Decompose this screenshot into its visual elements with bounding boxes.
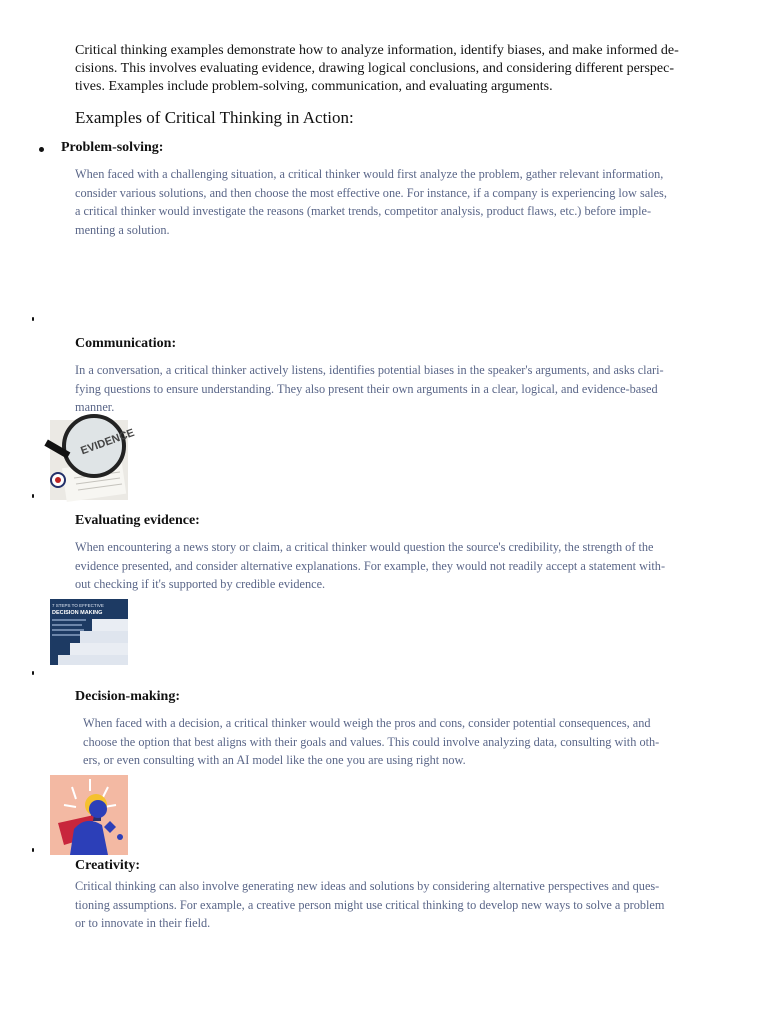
list-bullet (32, 848, 34, 852)
item-description-communication: In a conversation, a critical thinker actively listens, identifies potential biases in the speaker's arguments, and asks clari- fying questions to ensure understanding. They also present their own arguments in a clear, logical, and evidence-based manner. (75, 363, 664, 414)
decision-making-infographic (50, 599, 128, 679)
item-description-problem-solving: When faced with a challenging situation, a critical thinker would first analyze the problem, gather relevant information, consider various solutions, and then choose the most effective one. For instance, if a company is experiencing low sales, a critical thinker would investigate the reasons (market trends, competitor analysis, product flaws, etc.) before imple- menting a solution. (75, 167, 667, 237)
item-title-problem-solving: Problem-solving: (61, 140, 164, 155)
intro-line: cisions. This involves evaluating evidence, drawing logical conclusions, and considering different perspec- (75, 61, 674, 76)
intro-paragraph (75, 42, 687, 96)
item-description-decision-making: When faced with a decision, a critical thinker would weigh the pros and cons, consider potential consequences, and choose the option that best aligns with their goals and values. This could involve analyzing data, consulting with oth- ers, or even consulting with an AI model like the one you are using right now. (83, 716, 660, 767)
item-description-creativity: Critical thinking can also involve generating new ideas and solutions by considering alternative perspectives and ques- tioning assumptions. For example, a creative person might use critical thinking to develop new ways to solve a problem or to innovate in their field. (75, 879, 665, 930)
list-bullet (32, 671, 34, 675)
section-heading: Examples of Critical Thinking in Action: (75, 108, 354, 127)
item-title-communication: Communication: (75, 336, 177, 351)
evidence-magnifier-image (50, 420, 137, 500)
intro-line: Critical thinking examples demonstrate how to analyze information, identify biases, and make informed de- (75, 43, 679, 58)
intro-line: tives. Examples include problem-solving, communication, and evaluating arguments. (75, 79, 553, 94)
svg-text:7 STEPS TO EFFECTIVE: 7 STEPS TO EFFECTIVE (52, 603, 104, 608)
list-bullet (32, 317, 34, 321)
svg-text:EVIDENCE: EVIDENCE (79, 426, 137, 458)
list-bullet (32, 494, 34, 498)
item-description-evaluating-evidence: When encountering a news story or claim, a critical thinker would question the source's credibility, the strength of the evidence presented, and consider alternative explanations. For example, they would not readily accept a statement with- out checking if it's supported by credible evidence. (75, 540, 666, 591)
item-title-evaluating-evidence: Evaluating evidence: (75, 513, 200, 528)
list-bullet (39, 147, 44, 152)
svg-text:DECISION MAKING: DECISION MAKING (52, 610, 103, 616)
item-title-decision-making: Decision-making: (75, 689, 180, 704)
creativity-illustration (50, 775, 128, 855)
item-title-creativity: Creativity: (75, 858, 141, 873)
